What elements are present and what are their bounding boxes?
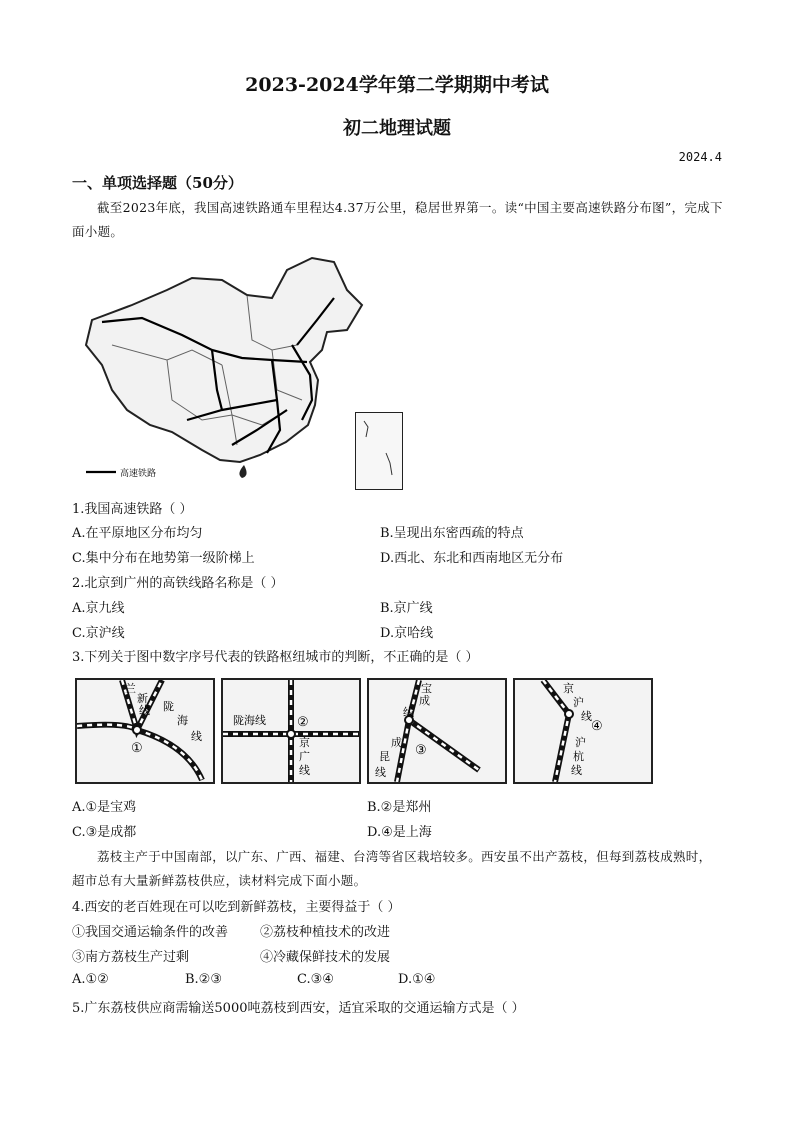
q1-option-a[interactable]: A.在平原地区分布均匀 <box>72 526 203 541</box>
exam-date: 2024.4 <box>678 150 722 164</box>
q4-option-c[interactable]: C.③④ <box>297 972 334 987</box>
hub1-label-4: 陇 <box>163 700 174 713</box>
q2-option-b[interactable]: B.京广线 <box>380 601 433 616</box>
hub2-label-4: 线 <box>299 764 310 777</box>
hub1-label-1: 兰 <box>125 682 136 695</box>
section-heading: 一、单项选择题（50分） <box>72 174 243 192</box>
hub-panel-3 <box>367 678 507 784</box>
hub3-label-2: 成 <box>419 694 430 707</box>
q4-statement-4: ④冷藏保鲜技术的发展 <box>260 950 391 965</box>
q4-option-b[interactable]: B.②③ <box>185 972 222 987</box>
hainan-island <box>239 465 246 478</box>
hub4-label-2: 沪 <box>573 696 584 709</box>
hub3-label-5: 昆 <box>379 750 390 763</box>
q4-statement-2: ②荔枝种植技术的改进 <box>260 925 391 940</box>
q1-option-b[interactable]: B.呈现出东密西疏的特点 <box>380 526 524 541</box>
hub3-label-1: 宝 <box>421 682 432 695</box>
q4-statement-3: ③南方荔枝生产过剩 <box>72 950 190 965</box>
exam-title: 2023-2024学年第二学期期中考试 <box>245 74 549 96</box>
q1-option-d[interactable]: D.西北、东北和西南地区无分布 <box>380 551 564 566</box>
hub4-label-1: 京 <box>563 682 574 695</box>
question-5-stem: 5.广东荔枝供应商需输送5000吨荔枝到西安，适宜采取的交通运输方式是（ ） <box>72 1001 525 1016</box>
exam-subtitle: 初二地理试题 <box>343 118 451 139</box>
legend-label: 高速铁路 <box>120 469 157 479</box>
q2-option-c[interactable]: C.京沪线 <box>72 626 125 641</box>
question-3-stem: 3.下列关于图中数字序号代表的铁路枢纽城市的判断，不正确的是（ ） <box>72 650 479 665</box>
q3-option-d[interactable]: D.④是上海 <box>367 825 432 840</box>
q4-option-a[interactable]: A.①② <box>72 972 109 987</box>
question-4-stem: 4.西安的老百姓现在可以吃到新鲜荔枝，主要得益于（ ） <box>72 900 401 915</box>
hub2-label-1: 陇海线 <box>233 714 266 727</box>
hub3-label-4: 成 <box>391 736 402 749</box>
hub2-label-2: 京 <box>299 736 310 749</box>
question-1-stem: 1.我国高速铁路（ ） <box>72 502 193 517</box>
hub4-label-5: 杭 <box>573 750 584 763</box>
hub-panel-1 <box>75 678 215 784</box>
hub1-label-2: 新 <box>137 692 148 705</box>
q3-option-c[interactable]: C.③是成都 <box>72 825 137 840</box>
hub3-label-6: 线 <box>375 766 386 779</box>
hub4-number: ④ <box>591 719 603 734</box>
hub-panel-3-svg <box>369 680 505 782</box>
q4-statement-1: ①我国交通运输条件的改善 <box>72 925 229 940</box>
hub-panel-4 <box>513 678 653 784</box>
question-2-stem: 2.北京到广州的高铁线路名称是（ ） <box>72 576 284 591</box>
q3-option-a[interactable]: A.①是宝鸡 <box>72 800 137 815</box>
hub1-label-3: 线 <box>139 704 150 717</box>
q2-option-a[interactable]: A.京九线 <box>72 601 125 616</box>
inset-svg <box>356 413 402 489</box>
china-outline <box>86 258 362 462</box>
hub-panel-1-svg <box>77 680 213 782</box>
hub3-number: ③ <box>415 743 427 758</box>
hub2-label-3: 广 <box>299 750 310 763</box>
hub4-label-6: 线 <box>571 764 582 777</box>
hub1-number: ① <box>131 741 143 756</box>
intro-paragraph-railway: 截至2023年底，我国高速铁路通车里程达4.37万公里，稳居世界第一。读“中国主要高速铁路分布图”，完成下面小题。 <box>72 200 723 239</box>
hub-panel-2 <box>221 678 361 784</box>
hub-panel-2-svg <box>223 680 359 782</box>
hub-panel-4-svg <box>515 680 651 782</box>
hub2-number: ② <box>297 715 309 730</box>
hub1-label-6: 线 <box>191 730 202 743</box>
hub1-label-5: 海 <box>177 714 188 727</box>
hub3-label-3: 线 <box>403 706 414 719</box>
q3-option-b[interactable]: B.②是郑州 <box>367 800 432 815</box>
hub4-label-4: 沪 <box>575 736 586 749</box>
south-china-sea-inset <box>355 412 403 490</box>
q4-option-d[interactable]: D.①④ <box>398 972 436 987</box>
intro-paragraph-lychee: 荔枝主产于中国南部，以广东、广西、福建、台湾等省区栽培较多。西安虽不出产荔枝，但每到荔枝成熟时，超市总有大量新鲜荔枝供应，读材料完成下面小题。 <box>72 849 712 888</box>
hub4-label-3: 线 <box>581 710 592 723</box>
q1-option-c[interactable]: C.集中分布在地势第一级阶梯上 <box>72 551 255 566</box>
q2-option-d[interactable]: D.京哈线 <box>380 626 434 641</box>
